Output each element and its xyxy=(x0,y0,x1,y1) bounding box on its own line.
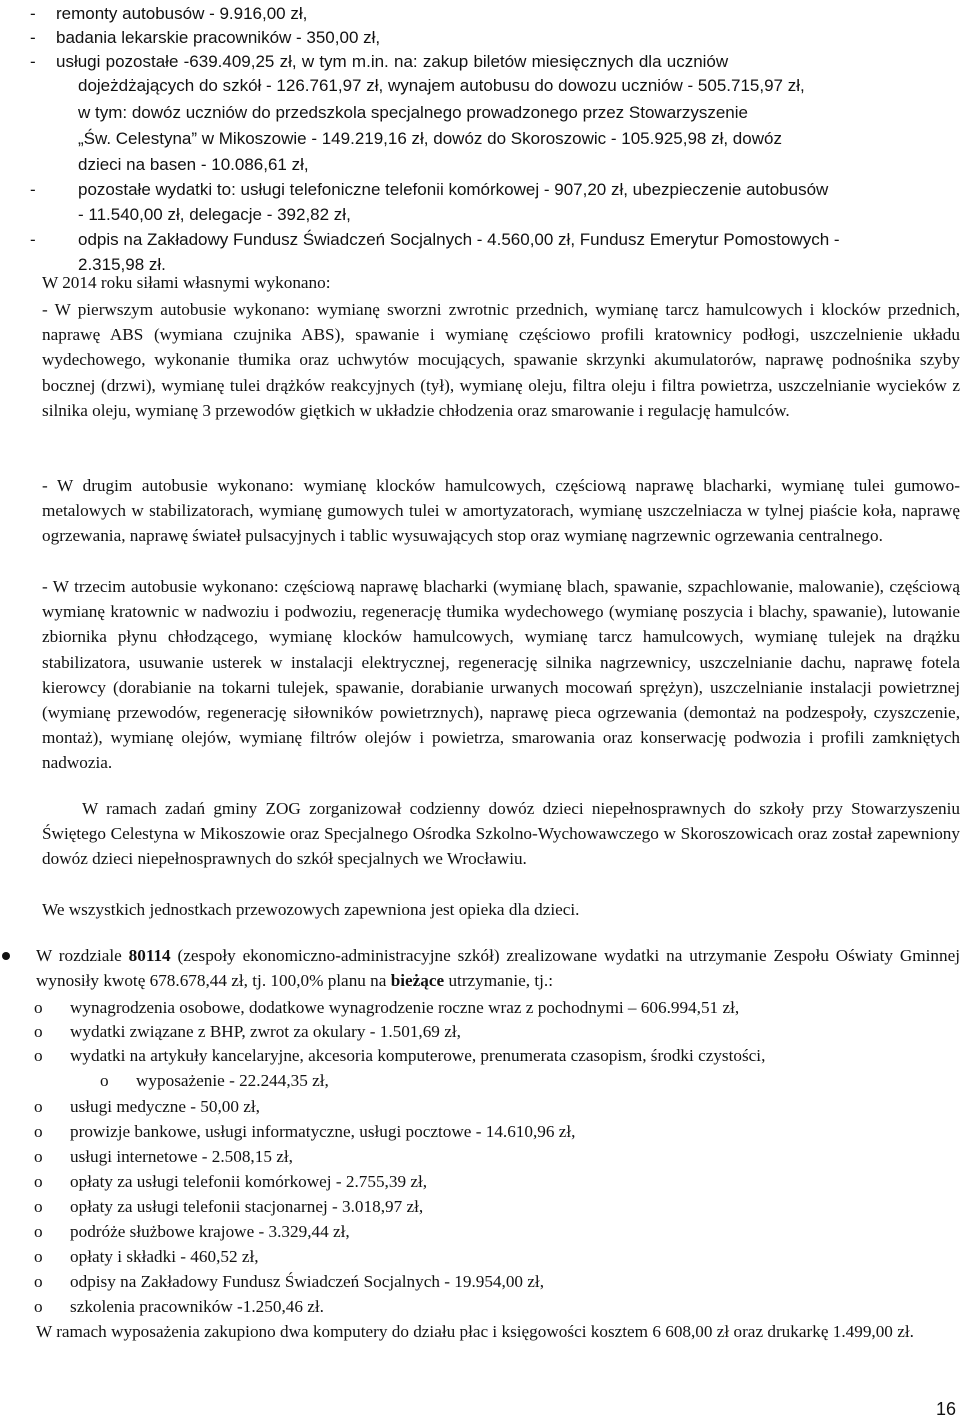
list-marker: o xyxy=(34,1172,43,1191)
list-marker: o xyxy=(34,1147,43,1166)
list-item-continuation: - 11.540,00 zł, delegacje - 392,82 zł, xyxy=(78,205,351,224)
list-item: usługi pozostałe -639.409,25 zł, w tym m.in. na: zakup biletów miesięcznych dla uczniów xyxy=(56,52,729,71)
list-marker: o xyxy=(34,1097,43,1116)
list-item-continuation: dzieci na basen - 10.086,61 zł, xyxy=(78,155,309,174)
current-label: bieżące xyxy=(390,971,445,991)
list-marker: o xyxy=(34,1022,43,1041)
work-intro: W 2014 roku siłami własnymi wykonano: xyxy=(42,273,331,292)
list-item: odpis na Zakładowy Fundusz Świadczeń Socjalnych - 4.560,00 zł, Fundusz Emerytur Pomostowych - xyxy=(78,230,840,249)
list-marker: o xyxy=(34,1122,43,1141)
zog-paragraph: W ramach zadań gminy ZOG zorganizował codzienny dowóz dzieci niepełnosprawnych do szkoły przy Stowarzyszeniu Świętego Celestyna w Mikoszowie oraz Specjalnego Ośrodka Szkolno-Wychowawczego w Skoroszowicach oraz został zapewniony dowóz dzieci niepełnosprawnych do szkół specjalnych we Wrocławiu. xyxy=(42,799,960,869)
equipment-paragraph: W ramach wyposażenia zakupiono dwa komputery do działu płac i księgowości kosztem 6 608,00 zł oraz drukarkę 1.499,00 zł. xyxy=(36,1322,914,1341)
list-marker: o xyxy=(34,1297,43,1316)
list-marker: o xyxy=(34,1046,43,1065)
list-item: badania lekarskie pracowników - 350,00 zł, xyxy=(56,28,381,47)
list-dash: - xyxy=(30,230,36,249)
list-item-continuation: w tym: dowóz uczniów do przedszkola specjalnego prowadzonego przez Stowarzyszenie xyxy=(78,103,748,122)
list-item-continuation: 2.315,98 zł. xyxy=(78,255,166,274)
list-item-continuation: dojeżdżających do szkół - 126.761,97 zł, wynajem autobusu do dowozu uczniów - 505.715,97 zł, xyxy=(78,76,805,95)
bus3-paragraph: - W trzecim autobusie wykonano: częściową naprawę blacharki (wymianę blach, spawanie, szpachlowanie, malowanie), częściową wymianę kratownic w nadwoziu i podwoziu, regenerację tłumika wydechowego (wymianę poszycia i blachy, spawanie), lutowanie zbiornika płynu chłodzącego, wymianę klocków hamulcowych, wymianę tarcz hamulcowych, wymianę tulejek na drążku stabilizatora, usuwanie usterek w instalacji elektrycznej, regenerację silnika nagrzewnicy, uszczelnianie dachu, naprawę fotela kierowcy (dorabianie na tokarni tulejek, spawanie, dorabianie urwanych mocowań sprężyn), uszczelnianie instalacji powietrznej (wymianę przewodów, regenerację siłowników powietrznych), naprawę pieca ogrzewania (demontaż na podzespoły, czyszczenie, montaż), wymianę olejów, wymianę filtrów olejów i powietrza, smarowania oraz konserwację podwozia i profili zamkniętych nadwozia. xyxy=(42,577,960,773)
list-dash: - xyxy=(30,4,36,23)
list-marker: o xyxy=(34,1222,43,1241)
list-marker: o xyxy=(34,998,43,1017)
list-marker: o xyxy=(34,1247,43,1266)
chapter-number: 80114 xyxy=(128,946,171,965)
list-dash: - xyxy=(30,52,36,71)
list-marker: o xyxy=(100,1071,109,1090)
list-marker: o xyxy=(34,1272,43,1291)
list-item-continuation: „Św. Celestyna” w Mikoszowie - 149.219,16 zł, dowóz do Skoroszowic - 105.925,98 zł, dowóz xyxy=(78,129,782,148)
bus2-paragraph: - W drugim autobusie wykonano: wymianę klocków hamulcowych, częściową naprawę blacharki, wymianę tulei gumowo-metalowych w stabilizatorach, wymianę gumowych tulei w amortyzatorach, wymianę uszczelniacza w tylnej piaście koła, naprawę ogrzewania, naprawę świateł pulsacyjnych i tablic wysuwających stop oraz wymianę nagrzewnic ogrzewania centralnego. xyxy=(42,476,960,546)
list-item: remonty autobusów - 9.916,00 zł, xyxy=(56,4,308,23)
bullet-icon xyxy=(2,952,10,960)
care-note: We wszystkich jednostkach przewozowych zapewniona jest opieka dla dzieci. xyxy=(42,900,580,919)
section-80114-paragraph: W rozdziale 80114 (zespoły ekonomiczno-administracyjne szkół) zrealizowane wydatki na utrzymanie Zespołu Oświaty Gminnej wynosiły kwotę 678.678,44 zł, tj. 100,0% planu na bieżące utrzymanie, tj.: xyxy=(36,946,960,991)
bus1-paragraph: - W pierwszym autobusie wykonano: wymianę sworzni zwrotnic przednich, wymianę tarcz hamulcowych i klocków przednich, naprawę ABS (wymiana czujnika ABS), spawanie i wymianę częściowo profili kratownicy podłogi, uszczelnienie układu wydechowego, wykonanie tłumika oraz uchwytów mocujących, spawanie skrzynki akumulatorów, naprawę podnośnika szyby bocznej (drzwi), wymianę tulei drążków reakcyjnych (tył), wymianę oleju, filtra oleju i filtra powietrza, uszczelnianie wycieków z silnika oleju, wymianę 3 przewodów giętkich w układzie chłodzenia oraz smarowanie i regulację hamulców. xyxy=(42,300,960,420)
list-dash: - xyxy=(30,180,36,199)
page-number: 16 xyxy=(936,1399,957,1419)
list-marker: o xyxy=(34,1197,43,1216)
list-dash: - xyxy=(30,28,36,47)
list-item: pozostałe wydatki to: usługi telefoniczne telefonii komórkowej - 907,20 zł, ubezpieczenie autobusów xyxy=(78,180,829,199)
